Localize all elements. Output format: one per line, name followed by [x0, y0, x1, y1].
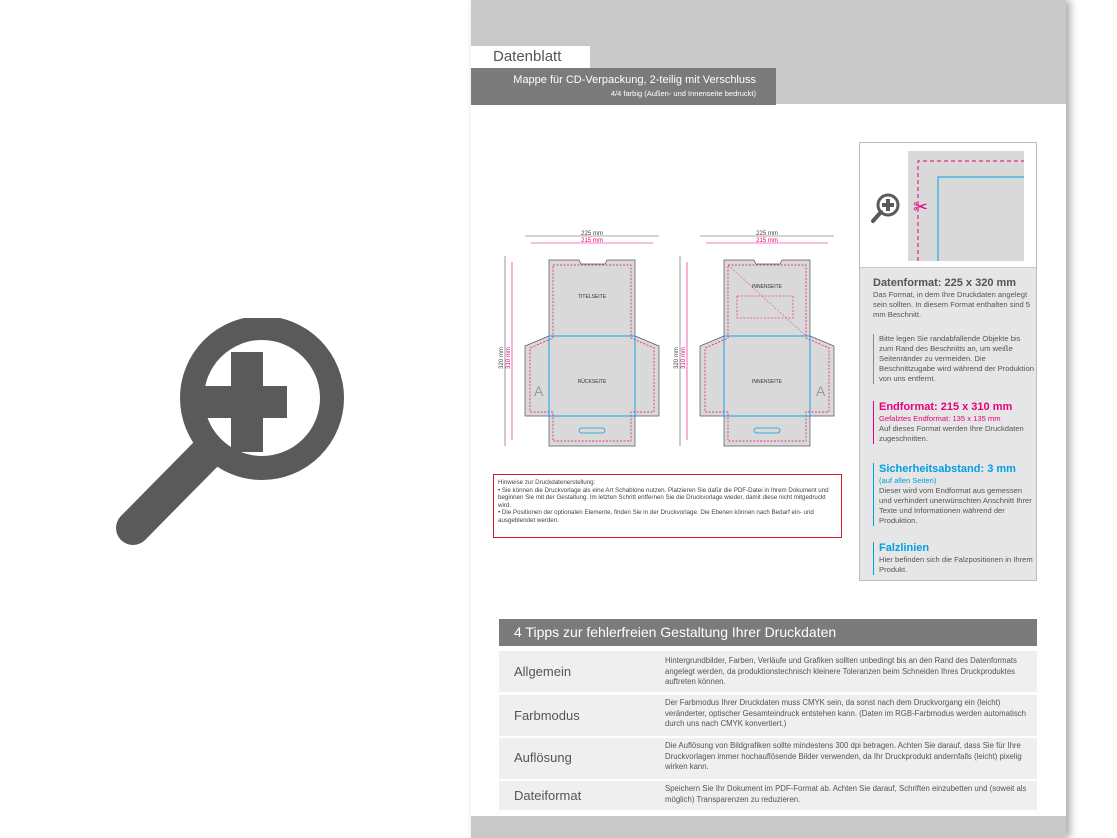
bleed-detail-graphic: [860, 143, 1036, 267]
product-name: Mappe für CD-Verpackung, 2-teilig mit Verschluss: [513, 74, 756, 86]
sicherheit-text: Dieser wird vom Endformat aus gemessen und verhindert unerwünschten Anschnitt Ihrer Texte und Informationen während der Produktion.: [879, 486, 1032, 525]
magnifier-icon: [873, 195, 898, 221]
datenformat-title: Datenformat: 225 x 320 mm: [873, 277, 1017, 289]
datenformat-text: Das Format, in dem Ihre Druckdaten angelegt sein sollten. In diesem Format enthalten sind 5 mm Beschnitt.: [873, 290, 1031, 319]
tip-row-dateiformat: [499, 781, 1037, 810]
bleed-illustration: [860, 143, 1036, 268]
template-drawings: [497, 228, 842, 450]
legend-datenformat: [873, 277, 1033, 320]
notes-title: Hinweise zur Druckdatenerstellung:: [498, 479, 596, 486]
panel-inner-top-right: INNENSEITE: [751, 284, 783, 290]
dim-outer-left: 225 mm: [581, 231, 603, 237]
tips-header: 4 Tipps zur fehlerfreien Gestaltung Ihrer Druckdaten: [499, 619, 1037, 646]
legend-hint: Bitte legen Sie randabfallende Objekte bis zum Rand des Beschnitts an, um weiße Seitenränder zu vermeiden. Die Beschnittzugabe wird während der Produktion von uns entfernt.: [873, 334, 1034, 384]
product-banner: [471, 68, 776, 105]
dim-height-inner-left: 310 mm: [506, 347, 512, 369]
panel-back-left: RÜCKSEITE: [577, 379, 607, 385]
scissors-icon: ✂: [913, 197, 929, 217]
dim-height-inner-right: 310 mm: [681, 347, 687, 369]
print-info: 4/4 farbig (Außen- und Innenseite bedruckt): [610, 89, 756, 98]
panel-title-left: TITELSEITE: [577, 294, 607, 300]
page-title: Datenblatt: [471, 46, 590, 68]
tip-label: Auflösung: [514, 750, 572, 765]
tip-text: Speichern Sie Ihr Dokument im PDF-Format ab. Achten Sie darauf, Schriften einzubetten und (soweit als möglich) Transparenzen zu reduzieren.: [665, 784, 1027, 804]
sicherheit-sub: (auf allen Seiten): [879, 476, 937, 485]
dim-height-outer-right: 320 mm: [674, 347, 680, 369]
dim-inner-right: 215 mm: [756, 238, 778, 244]
tip-text: Der Farbmodus Ihrer Druckdaten muss CMYK sein, da sonst nach dem Druckvorgang ein (leicht) veränderter, optischer Gesamteindruck entstehen kann. (Daten im RGB-Farbmodus werden automatisch durch uns nach CMYK konvertiert.): [665, 698, 1026, 728]
drawing-left: [499, 231, 659, 446]
dim-outer-right: 225 mm: [756, 231, 778, 237]
side-mark-right: A: [816, 383, 826, 399]
endformat-text: Auf dieses Format werden Ihre Druckdaten zugeschnitten.: [879, 424, 1024, 443]
endformat-title: Endformat: 215 x 310 mm: [879, 401, 1013, 413]
tip-row-farbmodus: [499, 695, 1037, 736]
falz-text: Hier befinden sich die Falzpositionen in Ihrem Produkt.: [879, 555, 1033, 574]
tip-row-aufloesung: [499, 738, 1037, 779]
datasheet-page: [471, 0, 1066, 838]
tip-label: Allgemein: [514, 664, 572, 679]
legend-endformat: [873, 401, 1034, 444]
side-mark-left: A: [534, 383, 544, 399]
tip-label: Dateiformat: [514, 788, 582, 803]
panel-inner-bottom-right: INNENSEITE: [751, 379, 783, 385]
legend-sidebar: [859, 142, 1037, 581]
zoom-in-icon[interactable]: [105, 318, 357, 548]
sicherheit-title: Sicherheitsabstand: 3 mm: [879, 463, 1016, 475]
notes-item-1: • Sie können die Druckvorlage als eine Art Schablone nutzen. Platzieren Sie dafür die PDF-Datei in Ihrem Dokument und beginnen Sie mit der Gestaltung. Im letzten Schritt entfernen Sie die Druckvorlage wieder, damit diese nicht mitgedruckt wird.: [498, 486, 829, 509]
tip-label: Farbmodus: [514, 708, 580, 723]
footer-band: [471, 816, 1066, 838]
tip-text: Die Auflösung von Bildgrafiken sollte mindestens 300 dpi betragen. Achten Sie darauf, dass Sie für Ihre Druckvorlagen immer hochauflösende Bilder verwenden, da Ihr Druckprodukt andernfalls (leicht) pixelig wirken kann.: [665, 741, 1022, 771]
notes-box: [493, 474, 842, 538]
dim-inner-left: 215 mm: [581, 238, 603, 244]
drawing-right: [674, 231, 834, 446]
legend-sicherheit: [873, 463, 1034, 526]
falz-title: Falzlinien: [879, 542, 930, 554]
tip-text: Hintergrundbilder, Farben, Verläufe und Grafiken sollten unbedingt bis an den Rand des Datenformats angelegt werden, da produktionstechnisch kleinere Toleranzen beim Schneiden Ihres Druckproduktes auftreten können.: [665, 656, 1017, 686]
endformat-sub: Gefalztes Endformat: 135 x 135 mm: [879, 414, 1001, 423]
notes-item-2: • Die Positionen der optionalen Elemente, finden Sie in der Druckvorlage. Die Ebenen können nach Bedarf ein- und ausgeblendet werden.: [498, 509, 814, 524]
tip-row-allgemein: [499, 651, 1037, 692]
legend-falz: [873, 542, 1034, 575]
dim-height-outer-left: 320 mm: [499, 347, 505, 369]
